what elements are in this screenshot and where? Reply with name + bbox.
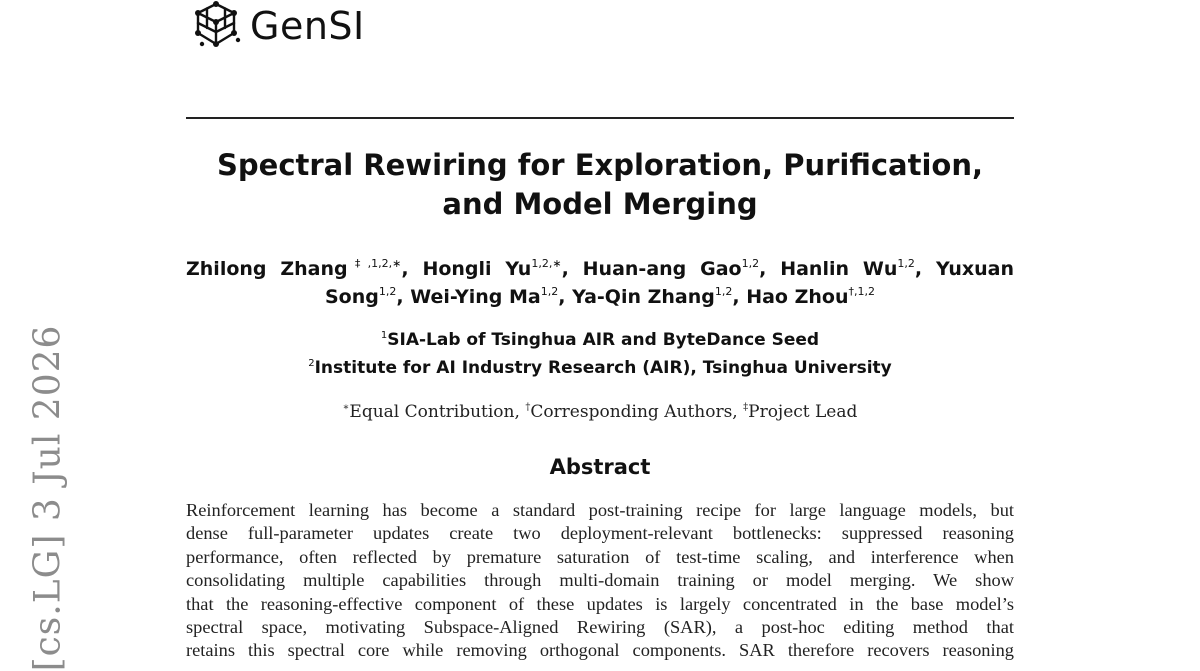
logo-text: GenSI: [250, 4, 365, 48]
author-marks: 1,2: [714, 285, 733, 298]
author-name: Huan-ang Gao: [582, 258, 742, 280]
author-name: Hongli Yu: [422, 258, 532, 280]
affiliation-mark: 2: [308, 358, 315, 369]
contrib-text: Project Lead: [748, 402, 858, 422]
abstract-line: Reinforcement learning has become a standard post-training recipe for large language models, but: [186, 500, 1014, 520]
gensi-logo: [192, 0, 365, 52]
abstract-line: that the reasoning-effective component of these updates is largely concentrated in the base model’s: [186, 593, 1014, 614]
author: [572, 286, 732, 308]
header-rule: [186, 117, 1014, 119]
cube-network-icon: [192, 0, 244, 52]
contrib-text: Equal Contribution,: [349, 402, 526, 422]
affiliation-text: Institute for AI Industry Research (AIR), Tsinghua University: [314, 358, 892, 378]
author-marks: 1,2: [378, 285, 397, 298]
contrib-mark: ∗: [342, 402, 350, 413]
abstract-line: retains this spectral core while removing orthogonal components. SAR therefore recovers reasoning: [186, 640, 1014, 661]
author-name: Zhilong Zhang: [186, 258, 348, 280]
paper-title: [186, 146, 1014, 224]
author-marks: 1,2,∗: [531, 257, 562, 270]
abstract-line: dense full-parameter updates create two deployment-relevant bottlenecks: suppressed reasoning: [186, 523, 1014, 544]
abstract-body: [186, 499, 1014, 663]
author: [186, 258, 401, 280]
author-name: Hao Zhou: [746, 286, 849, 308]
author-name: Hanlin Wu: [780, 258, 898, 280]
arxiv-sidebar-stamp: [cs.LG] 3 Jul 2026: [27, 324, 69, 671]
author-name: Ya-Qin Zhang: [572, 286, 715, 308]
abstract-line: spectral space, motivating Subspace-Aligned Rewiring (SAR), a post-hoc editing method that: [186, 616, 1014, 637]
contrib-text: Corresponding Authors,: [530, 402, 744, 422]
affiliation-text: SIA-Lab of Tsinghua AIR and ByteDance Seed: [387, 330, 820, 350]
contrib-mark: ‡: [743, 402, 749, 413]
author: [583, 258, 759, 280]
affiliation-2: [186, 358, 1014, 378]
author: [780, 258, 915, 280]
contribution-notes: [186, 402, 1014, 422]
author-list: Zhilong Zhang$^{\ddagger,1,2,∗}$, Hongli $Yu^{1,2,∗}$, Huan-ang Gao$^{1,2}$, Hanlin Wu$^{1,2}$, Yuxuan Song$^{1,2}$, Wei-Ying Ma$^{1,2}$, Ya-Qin Zhang$^{1,2}$, Hao Zhou$^{\dagger,1,2}$: [186, 257, 1014, 308]
author: [410, 286, 558, 308]
author-name: Yuxuan Song: [325, 258, 1014, 308]
abstract-line: performance, often reflected by premature saturation of test-time scaling, and interference when: [186, 546, 1014, 567]
author-marks: 1,2: [540, 285, 559, 298]
author-marks: 1,2: [897, 257, 915, 270]
abstract-line: consolidating multiple capabilities through multi-domain training or model merging. We show: [186, 570, 1014, 591]
contrib-mark: †: [525, 402, 531, 413]
author-name: Wei-Ying Ma: [410, 286, 541, 308]
author-marks: †,1,2: [848, 285, 875, 298]
author: [746, 286, 875, 308]
title-line-2: and Model Merging: [442, 187, 758, 221]
author-marks: ‡,1,2,∗: [347, 257, 402, 270]
affiliation-1: [186, 330, 1014, 350]
affiliation-mark: 1: [380, 330, 388, 341]
abstract-heading: Abstract: [549, 455, 651, 479]
title-line-1: Spectral Rewiring for Exploration, Purification,: [217, 148, 983, 182]
author-marks: 1,2: [741, 257, 760, 270]
author: [422, 258, 561, 280]
